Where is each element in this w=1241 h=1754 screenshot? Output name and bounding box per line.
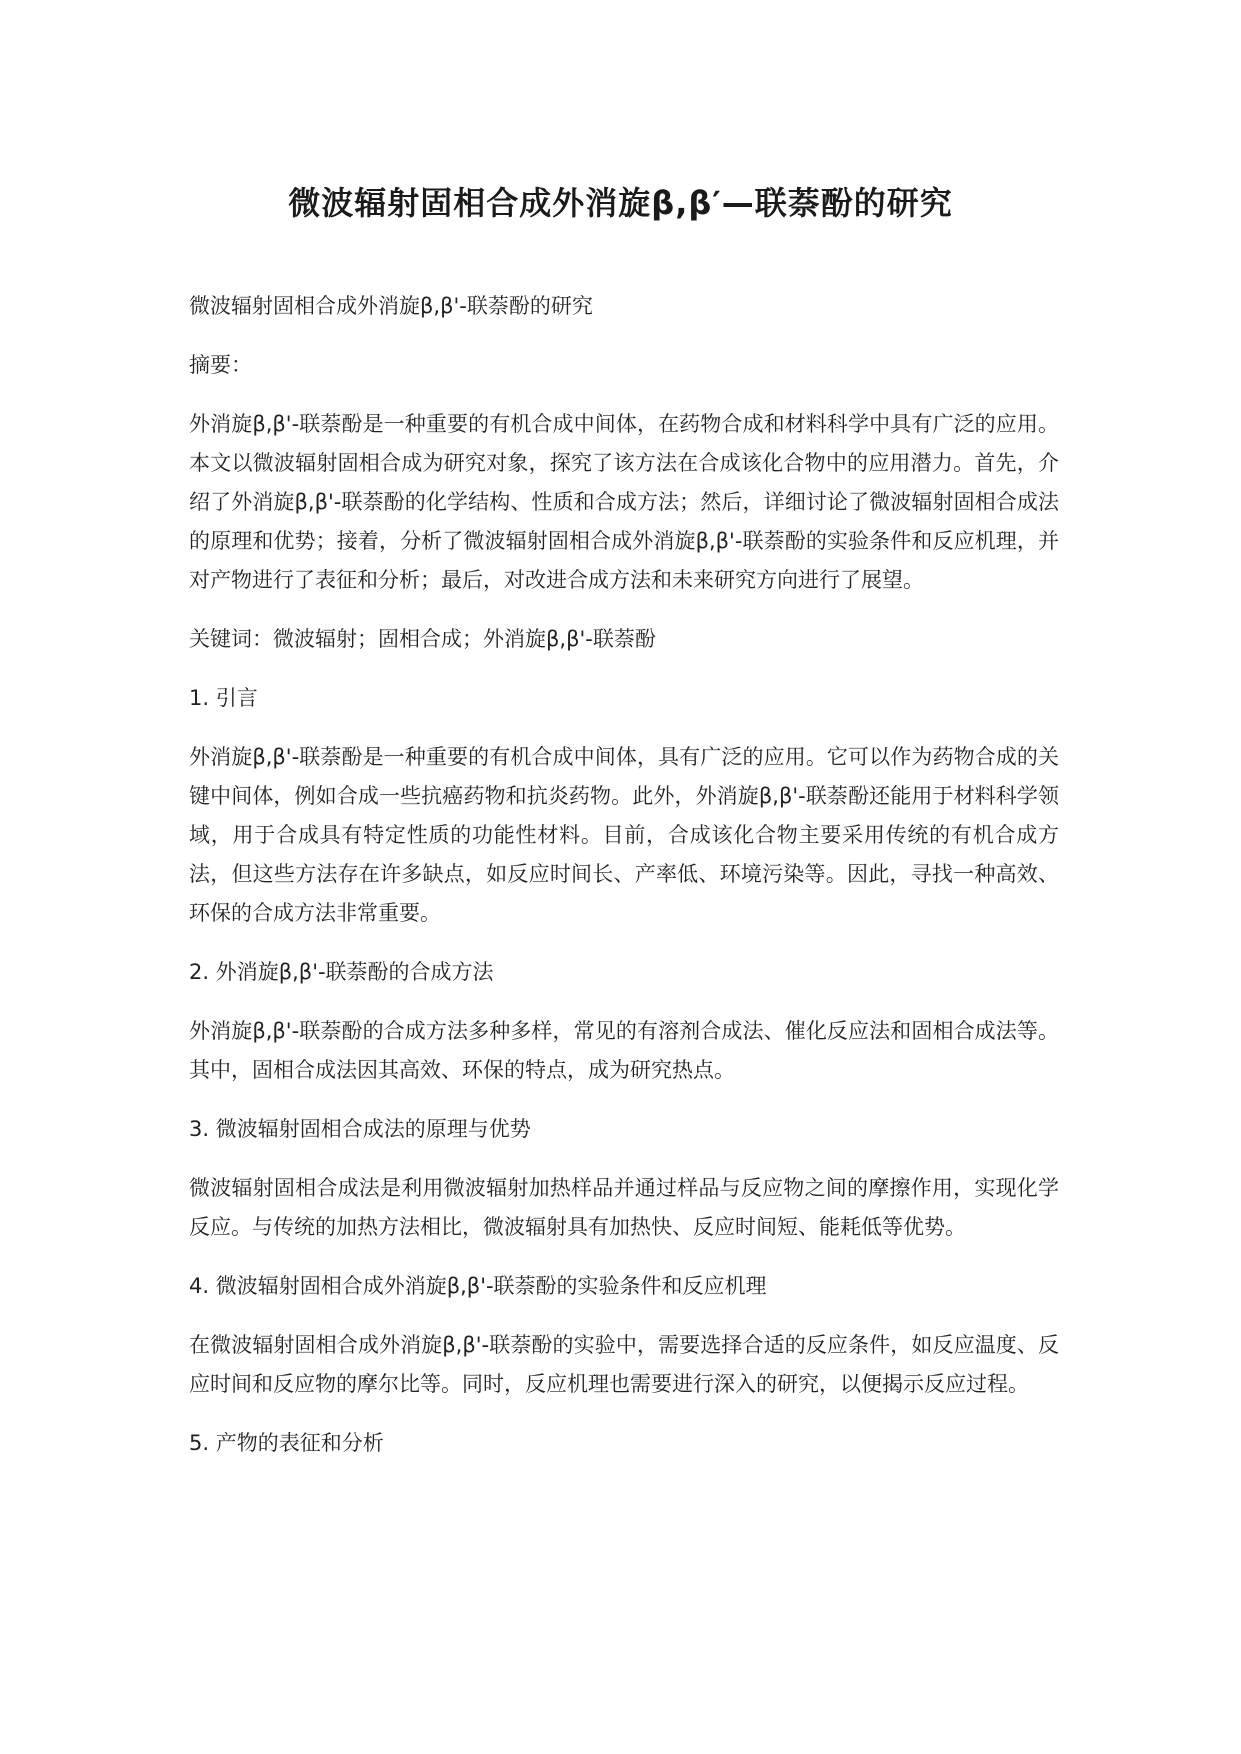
- keywords-line: 关键词：微波辐射；固相合成；外消旋β,β'-联萘酚: [189, 627, 656, 651]
- abstract-paragraph: 外消旋β,β'-联萘酚是一种重要的有机合成中间体，在药物合成和材料科学中具有广泛的应用。本文以微波辐射固相合成为研究对象，探究了该方法在合成该化合物中的应用潜力。首先，介绍了外消旋β,β'-联萘酚的化学结构、性质和合成方法；然后，详细讨论了微波辐射固相合成法的原理和优势；接着，分析了微波辐射固相合成外消旋β,β'-联萘酚的实验条件和反应机理，并对产物进行了表征和分析；最后，对改进合成方法和未来研究方向进行了展望。: [189, 412, 1059, 592]
- section-heading-introduction: 1. 引言: [189, 686, 258, 710]
- subtitle-line: 微波辐射固相合成外消旋β,β'-联萘酚的研究: [189, 294, 593, 318]
- introduction-paragraph: 外消旋β,β'-联萘酚是一种重要的有机合成中间体，具有广泛的应用。它可以作为药物合成的关键中间体，例如合成一些抗癌药物和抗炎药物。此外，外消旋β,β'-联萘酚还能用于材料科学领域，用于合成具有特定性质的功能性材料。目前，合成该化合物主要采用传统的有机合成方法，但这些方法存在许多缺点，如反应时间长、产率低、环境污染等。因此，寻找一种高效、环保的合成方法非常重要。: [189, 745, 1059, 925]
- section-heading-synthesis-methods: 2. 外消旋β,β'-联萘酚的合成方法: [189, 960, 494, 984]
- section-heading-principle-advantages: 3. 微波辐射固相合成法的原理与优势: [189, 1117, 531, 1141]
- synthesis-methods-paragraph: 外消旋β,β'-联萘酚的合成方法多种多样，常见的有溶剂合成法、催化反应法和固相合成法等。其中，固相合成法因其高效、环保的特点，成为研究热点。: [189, 1019, 1059, 1082]
- principle-advantages-paragraph: 微波辐射固相合成法是利用微波辐射加热样品并通过样品与反应物之间的摩擦作用，实现化学反应。与传统的加热方法相比，微波辐射具有加热快、反应时间短、能耗低等优势。: [189, 1176, 1059, 1239]
- section-heading-experimental-conditions: 4. 微波辐射固相合成外消旋β,β'-联萘酚的实验条件和反应机理: [189, 1274, 767, 1298]
- document-title: 微波辐射固相合成外消旋β,β′—联萘酚的研究: [288, 184, 953, 222]
- section-heading-characterization: 5. 产物的表征和分析: [189, 1431, 384, 1455]
- abstract-label: 摘要：: [189, 353, 252, 377]
- experimental-conditions-paragraph: 在微波辐射固相合成外消旋β,β'-联萘酚的实验中，需要选择合适的反应条件，如反应温度、反应时间和反应物的摩尔比等。同时，反应机理也需要进行深入的研究，以便揭示反应过程。: [189, 1333, 1059, 1396]
- document-body: [189, 287, 1059, 1483]
